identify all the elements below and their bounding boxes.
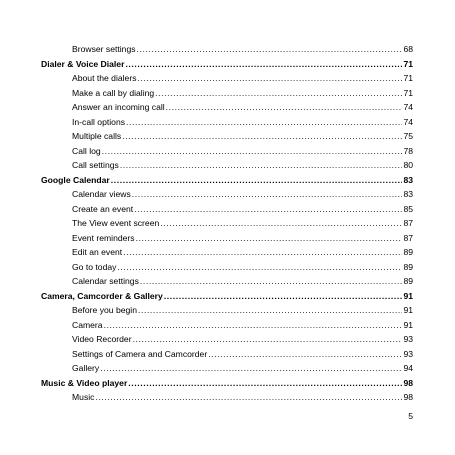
- toc-item-entry[interactable]: [41, 231, 413, 246]
- toc-dot-leader: [95, 390, 402, 405]
- toc-entry-page: 93: [403, 348, 413, 359]
- toc-dot-leader: [117, 260, 402, 275]
- toc-entry-page: 83: [403, 189, 413, 199]
- toc-dot-leader: [102, 144, 403, 159]
- toc-item-entry[interactable]: [41, 42, 413, 57]
- toc-entry-title: Browser settings: [72, 44, 136, 54]
- toc-entry-page: 68: [403, 44, 413, 54]
- toc-entry-title: Calendar settings: [72, 276, 139, 286]
- toc-dot-leader: [136, 231, 403, 246]
- toc-section-entry[interactable]: [41, 173, 413, 188]
- toc-item-entry[interactable]: [41, 129, 413, 144]
- toc-section-entry[interactable]: [41, 57, 413, 72]
- toc-entry-page: 71: [403, 58, 413, 69]
- toc-entry-page: 89: [403, 276, 413, 286]
- toc-entry-page: 71: [403, 73, 413, 83]
- toc-entry-title: Music & Video player: [41, 377, 128, 388]
- toc-item-entry[interactable]: [41, 100, 413, 115]
- toc-entry-page: 83: [403, 174, 413, 185]
- toc-entry-title: Music: [72, 392, 95, 402]
- toc-dot-leader: [122, 129, 402, 144]
- toc-entry-page: 98: [403, 392, 413, 402]
- toc-entry-title: In-call options: [72, 116, 126, 127]
- toc-entry-page: 87: [403, 218, 413, 228]
- toc-entry-title: About the dialers: [72, 73, 137, 83]
- toc-item-entry[interactable]: [41, 274, 413, 289]
- toc-entry-title: Google Calendar: [41, 174, 110, 185]
- toc-entry-page: 91: [403, 305, 413, 315]
- toc-dot-leader: [133, 332, 403, 347]
- toc-dot-leader: [111, 173, 403, 188]
- toc-entry-title: Call log: [72, 145, 101, 156]
- toc-entry-title: Gallery: [72, 363, 100, 373]
- toc-entry-page: 89: [403, 261, 413, 272]
- toc-entry-title: Camera, Camcorder & Gallery: [41, 290, 163, 301]
- toc-item-entry[interactable]: [41, 361, 413, 376]
- toc-dot-leader: [138, 71, 403, 86]
- toc-entry-page: 85: [403, 203, 413, 214]
- toc-section-entry[interactable]: [41, 376, 413, 391]
- toc-entry-title: Edit an event: [72, 247, 123, 257]
- toc-entry-title: Create an event: [72, 203, 134, 214]
- toc-entry-title: Call settings: [72, 160, 119, 170]
- toc-entry-page: 71: [403, 87, 413, 98]
- toc-entry-page: 93: [403, 334, 413, 344]
- toc-dot-leader: [125, 57, 402, 72]
- toc-entry-title: Before you begin: [72, 305, 137, 315]
- toc-entry-title: Event reminders: [72, 232, 135, 243]
- toc-dot-leader: [100, 361, 402, 376]
- toc-entries: [41, 42, 413, 405]
- toc-entry-page: 80: [403, 160, 413, 170]
- toc-item-entry[interactable]: [41, 115, 413, 130]
- toc-entry-page: 94: [403, 363, 413, 373]
- toc-dot-leader: [208, 347, 402, 362]
- toc-item-entry[interactable]: [41, 144, 413, 159]
- toc-dot-leader: [164, 289, 403, 304]
- toc-entry-title: The View event screen: [72, 218, 160, 228]
- toc-dot-leader: [132, 187, 403, 202]
- toc-entry-title: Dialer & Voice Dialer: [41, 58, 125, 69]
- toc-item-entry[interactable]: [41, 202, 413, 217]
- toc-item-entry[interactable]: [41, 158, 413, 173]
- toc-entry-page: 91: [403, 319, 413, 330]
- toc-dot-leader: [140, 274, 403, 289]
- toc-dot-leader: [134, 202, 402, 217]
- toc-item-entry[interactable]: [41, 332, 413, 347]
- toc-item-entry[interactable]: [41, 86, 413, 101]
- toc-item-entry[interactable]: [41, 260, 413, 275]
- toc-entry-page: 87: [403, 232, 413, 243]
- toc-entry-page: 75: [403, 131, 413, 141]
- toc-item-entry[interactable]: [41, 187, 413, 202]
- toc-entry-title: Calendar views: [72, 189, 131, 199]
- toc-entry-title: Settings of Camera and Camcorder: [72, 348, 208, 359]
- toc-entry-page: 78: [403, 145, 413, 156]
- toc-entry-title: Answer an incoming call: [72, 102, 165, 112]
- toc-entry-page: 91: [403, 290, 413, 301]
- toc-entry-title: Multiple calls: [72, 131, 122, 141]
- toc-entry-page: 74: [403, 102, 413, 112]
- toc-entry-page: 74: [403, 116, 413, 127]
- toc-dot-leader: [138, 303, 402, 318]
- toc-dot-leader: [137, 42, 403, 57]
- toc-section-entry[interactable]: [41, 289, 413, 304]
- toc-dot-leader: [123, 245, 402, 260]
- toc-item-entry[interactable]: [41, 216, 413, 231]
- page-number: 5: [408, 411, 413, 421]
- toc-item-entry[interactable]: [41, 390, 413, 405]
- toc-item-entry[interactable]: [41, 347, 413, 362]
- toc-item-entry[interactable]: [41, 303, 413, 318]
- toc-dot-leader: [120, 158, 403, 173]
- toc-entry-title: Camera: [72, 319, 103, 330]
- toc-dot-leader: [166, 100, 403, 115]
- toc-item-entry[interactable]: [41, 318, 413, 333]
- toc-dot-leader: [126, 115, 402, 130]
- toc-dot-leader: [155, 86, 402, 101]
- toc-dot-leader: [128, 376, 402, 391]
- toc-item-entry[interactable]: [41, 245, 413, 260]
- toc-entry-page: 98: [403, 377, 413, 388]
- table-of-contents: [41, 42, 413, 405]
- toc-dot-leader: [104, 318, 403, 333]
- toc-item-entry[interactable]: [41, 71, 413, 86]
- toc-entry-title: Go to today: [72, 261, 117, 272]
- toc-entry-page: 89: [403, 247, 413, 257]
- toc-dot-leader: [160, 216, 402, 231]
- toc-entry-title: Video Recorder: [72, 334, 132, 344]
- toc-entry-title: Make a call by dialing: [72, 87, 155, 98]
